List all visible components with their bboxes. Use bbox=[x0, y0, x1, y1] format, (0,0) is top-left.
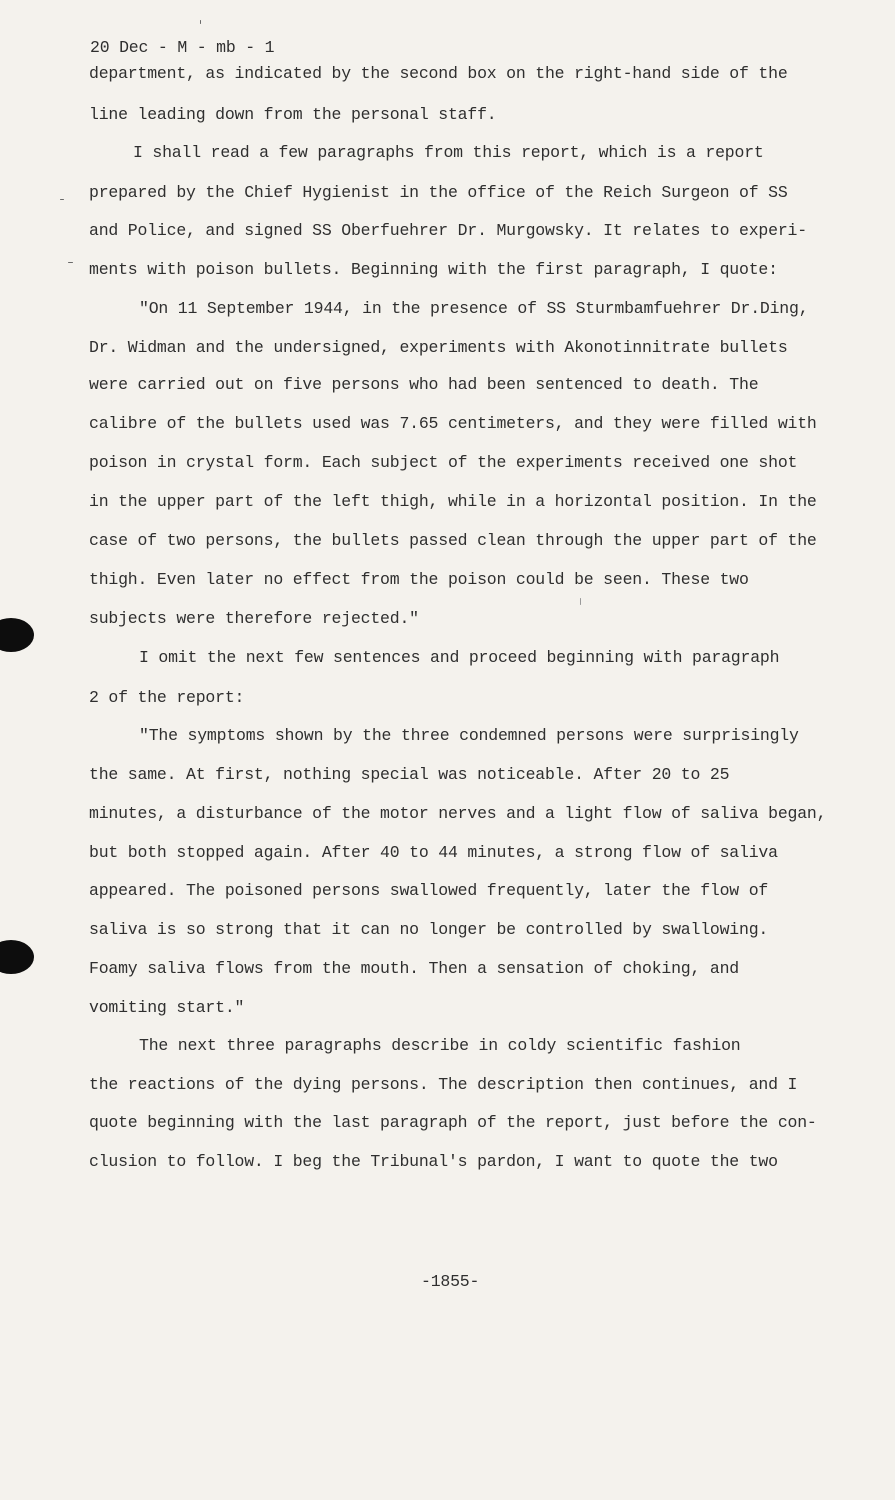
paper-speck bbox=[68, 262, 73, 263]
text-line: saliva is so strong that it can no longer be controlled by swallowing. bbox=[89, 920, 769, 939]
text-line: thigh. Even later no effect from the poison could be seen. These two bbox=[89, 570, 749, 589]
text-line: "The symptoms shown by the three condemned persons were surprisingly bbox=[139, 726, 799, 745]
text-line: were carried out on five persons who had been sentenced to death. The bbox=[89, 375, 759, 394]
text-line: case of two persons, the bullets passed clean through the upper part of the bbox=[89, 531, 817, 550]
paper-speck bbox=[580, 598, 581, 605]
text-line: calibre of the bullets used was 7.65 centimeters, and they were filled with bbox=[89, 414, 817, 433]
text-line: but both stopped again. After 40 to 44 minutes, a strong flow of saliva bbox=[89, 843, 778, 862]
text-line: ments with poison bullets. Beginning with the first paragraph, I quote: bbox=[89, 260, 778, 279]
text-line: The next three paragraphs describe in coldy scientific fashion bbox=[139, 1036, 741, 1055]
text-line: department, as indicated by the second box on the right-hand side of the bbox=[89, 64, 788, 83]
text-line: line leading down from the personal staff. bbox=[89, 105, 497, 124]
text-line: minutes, a disturbance of the motor nerves and a light flow of saliva began, bbox=[89, 804, 827, 823]
text-line: vomiting start." bbox=[89, 998, 245, 1017]
paper-speck bbox=[200, 20, 201, 24]
text-line: clusion to follow. I beg the Tribunal's pardon, I want to quote the two bbox=[89, 1152, 778, 1171]
text-line: subjects were therefore rejected." bbox=[89, 609, 419, 628]
text-line: poison in crystal form. Each subject of the experiments received one shot bbox=[89, 453, 798, 472]
text-line: the reactions of the dying persons. The description then continues, and I bbox=[89, 1075, 798, 1094]
text-line: I shall read a few paragraphs from this report, which is a report bbox=[133, 143, 764, 162]
text-line: Dr. Widman and the undersigned, experiments with Akonotinnitrate bullets bbox=[89, 338, 788, 357]
text-line: Foamy saliva flows from the mouth. Then a sensation of choking, and bbox=[89, 959, 740, 978]
text-line: appeared. The poisoned persons swallowed frequently, later the flow of bbox=[89, 881, 769, 900]
punch-hole bbox=[0, 940, 34, 974]
text-line: I omit the next few sentences and proceed beginning with paragraph bbox=[139, 648, 780, 667]
text-line: and Police, and signed SS Oberfuehrer Dr. Murgowsky. It relates to experi- bbox=[89, 221, 807, 240]
text-line: 2 of the report: bbox=[89, 688, 245, 707]
text-line: in the upper part of the left thigh, while in a horizontal position. In the bbox=[89, 492, 817, 511]
text-line: quote beginning with the last paragraph of the report, just before the con- bbox=[89, 1113, 817, 1132]
paper-speck bbox=[60, 199, 64, 200]
text-line: the same. At first, nothing special was noticeable. After 20 to 25 bbox=[89, 765, 730, 784]
punch-hole bbox=[0, 618, 34, 652]
page-header: 20 Dec - M - mb - 1 bbox=[90, 38, 275, 57]
page-number: -1855- bbox=[421, 1272, 480, 1291]
text-line: prepared by the Chief Hygienist in the office of the Reich Surgeon of SS bbox=[89, 183, 788, 202]
text-line: "On 11 September 1944, in the presence of SS Sturmbamfuehrer Dr.Ding, bbox=[139, 299, 809, 318]
